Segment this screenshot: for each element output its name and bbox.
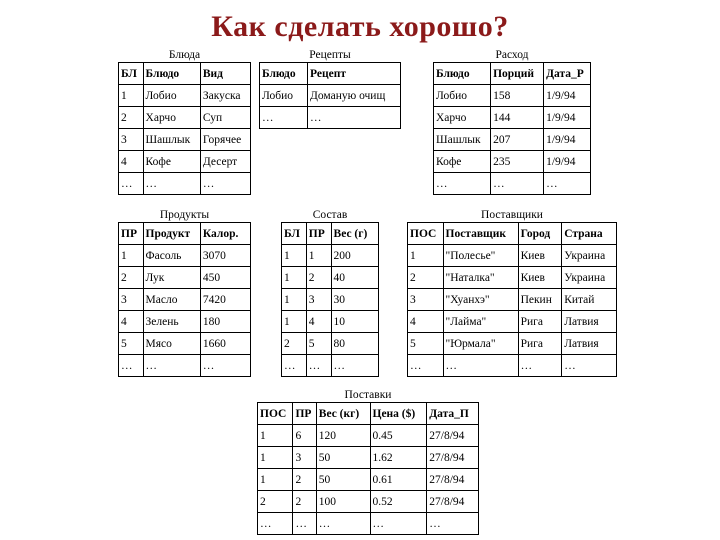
table-row xyxy=(282,245,379,267)
table-cell: 0.45 xyxy=(370,425,427,447)
table-row xyxy=(119,245,251,267)
table-cell: Фасоль xyxy=(143,245,200,267)
table-cell: Пекин xyxy=(518,289,562,311)
table-row xyxy=(119,355,251,377)
column-header: Блюдо xyxy=(260,63,308,85)
table-cell: … xyxy=(562,355,617,377)
table-cell: 100 xyxy=(316,491,370,513)
table-row xyxy=(408,289,617,311)
table-row xyxy=(434,107,591,129)
table-cell: 120 xyxy=(316,425,370,447)
column-header: Вид xyxy=(200,63,250,85)
table-cell: 3 xyxy=(408,289,444,311)
table-caption: Расход xyxy=(495,49,529,61)
column-header: ПР xyxy=(293,403,316,425)
table-cell: 6 xyxy=(293,425,316,447)
table-cell: 1.62 xyxy=(370,447,427,469)
table-cell: Украина xyxy=(562,267,617,289)
table-cell: 1 xyxy=(282,289,307,311)
table-row xyxy=(282,311,379,333)
table-cell: 40 xyxy=(331,267,378,289)
table-cell: 0.52 xyxy=(370,491,427,513)
table-cell: 207 xyxy=(491,129,544,151)
table-cell: … xyxy=(544,173,591,195)
table-header-row xyxy=(258,403,479,425)
table-cell: Десерт xyxy=(200,151,250,173)
table-cell: 27/8/94 xyxy=(427,447,479,469)
table-cell: Лобио xyxy=(143,85,200,107)
table-cell: 144 xyxy=(491,107,544,129)
table-caption: Поставщики xyxy=(481,209,543,221)
table-row xyxy=(119,289,251,311)
table-cell: … xyxy=(200,173,250,195)
table-cell: 7420 xyxy=(200,289,250,311)
table-cell: … xyxy=(258,513,293,535)
table-row xyxy=(119,333,251,355)
table-caption: Продукты xyxy=(159,209,210,221)
table-row xyxy=(282,289,379,311)
table-cell: 3 xyxy=(119,129,144,151)
table-cell: 158 xyxy=(491,85,544,107)
table-cell: … xyxy=(306,355,331,377)
table-row xyxy=(119,173,251,195)
table-cell: 2 xyxy=(282,333,307,355)
table-cell: Масло xyxy=(143,289,200,311)
dishes-table-block xyxy=(118,49,251,195)
table-cell: Китай xyxy=(562,289,617,311)
column-header: Дата_Р xyxy=(544,63,591,85)
table-cell: 1/9/94 xyxy=(544,151,591,173)
table-cell: … xyxy=(491,173,544,195)
table-cell: 5 xyxy=(306,333,331,355)
table-cell: 50 xyxy=(316,469,370,491)
table-row xyxy=(119,267,251,289)
table-cell: … xyxy=(200,355,250,377)
table-cell: … xyxy=(293,513,316,535)
table-cell: … xyxy=(331,355,378,377)
table-cell: Доманую очищ xyxy=(308,85,401,107)
table-cell: 1660 xyxy=(200,333,250,355)
table-cell: … xyxy=(308,107,401,129)
table-cell: 1/9/94 xyxy=(544,85,591,107)
table-cell: Шашлык xyxy=(143,129,200,151)
table-cell: … xyxy=(282,355,307,377)
table-row xyxy=(282,355,379,377)
column-header: Блюдо xyxy=(143,63,200,85)
table-cell: 27/8/94 xyxy=(427,425,479,447)
table-cell: 450 xyxy=(200,267,250,289)
table-caption: Состав xyxy=(312,209,348,221)
table-cell: Латвия xyxy=(562,311,617,333)
table-cell: … xyxy=(434,173,491,195)
table-cell: … xyxy=(119,355,144,377)
table-cell: 3 xyxy=(293,447,316,469)
table-row xyxy=(258,447,479,469)
column-header: ПР xyxy=(119,223,144,245)
table-cell: 4 xyxy=(408,311,444,333)
table-cell: Зелень xyxy=(143,311,200,333)
recipes-table-block xyxy=(259,49,401,129)
table-row xyxy=(282,333,379,355)
column-header: Порций xyxy=(491,63,544,85)
composition-table-block xyxy=(281,209,379,377)
table-cell: 1 xyxy=(282,311,307,333)
table-cell: 200 xyxy=(331,245,378,267)
table-header-row xyxy=(282,223,379,245)
table-cell: 3 xyxy=(119,289,144,311)
table-cell: … xyxy=(119,173,144,195)
table-row xyxy=(119,311,251,333)
table-cell: 4 xyxy=(306,311,331,333)
table-cell: 3 xyxy=(306,289,331,311)
table-cell: 235 xyxy=(491,151,544,173)
column-header: Поставщик xyxy=(443,223,518,245)
table-cell: Шашлык xyxy=(434,129,491,151)
table-cell: 180 xyxy=(200,311,250,333)
table-cell: Горячее xyxy=(200,129,250,151)
table-cell: Мясо xyxy=(143,333,200,355)
table-row xyxy=(408,355,617,377)
column-header: БЛ xyxy=(119,63,144,85)
column-header: Вес (г) xyxy=(331,223,378,245)
column-header: Город xyxy=(518,223,562,245)
table-cell: Харчо xyxy=(434,107,491,129)
table-row xyxy=(258,425,479,447)
expense-table-block xyxy=(433,49,591,195)
table-row xyxy=(434,85,591,107)
column-header: Страна xyxy=(562,223,617,245)
table-cell: 2 xyxy=(306,267,331,289)
table-cell: Лук xyxy=(143,267,200,289)
table-cell: 27/8/94 xyxy=(427,491,479,513)
table-row xyxy=(408,267,617,289)
table-cell: Закуска xyxy=(200,85,250,107)
table-cell: Киев xyxy=(518,267,562,289)
table-header-row xyxy=(119,223,251,245)
table-row xyxy=(260,107,401,129)
table-row xyxy=(258,513,479,535)
table-row xyxy=(258,469,479,491)
table-cell: Кофе xyxy=(143,151,200,173)
table-cell: 1 xyxy=(408,245,444,267)
table-cell: … xyxy=(518,355,562,377)
table-cell: … xyxy=(260,107,308,129)
page-title: Как сделать хорошо? xyxy=(211,10,509,43)
table-cell: 3070 xyxy=(200,245,250,267)
column-header: Блюдо xyxy=(434,63,491,85)
column-header: Продукт xyxy=(143,223,200,245)
table-cell: … xyxy=(143,173,200,195)
table-cell: "Хуанхэ" xyxy=(443,289,518,311)
table-header-row xyxy=(260,63,401,85)
table-cell: … xyxy=(316,513,370,535)
table-cell: … xyxy=(370,513,427,535)
table-header-row xyxy=(408,223,617,245)
table-cell: … xyxy=(427,513,479,535)
table-cell: 1/9/94 xyxy=(544,107,591,129)
table-row xyxy=(260,85,401,107)
table-cell: "Юрмала" xyxy=(443,333,518,355)
table-cell: 2 xyxy=(119,267,144,289)
table-row xyxy=(119,151,251,173)
table-row xyxy=(434,173,591,195)
table-cell: 5 xyxy=(119,333,144,355)
table-cell: Лобио xyxy=(260,85,308,107)
suppliers-table xyxy=(407,222,617,377)
table-cell: 1 xyxy=(306,245,331,267)
suppliers-table-block xyxy=(407,209,617,377)
deliveries-table-block xyxy=(257,389,479,535)
column-header: ПОС xyxy=(408,223,444,245)
table-cell: 2 xyxy=(293,469,316,491)
table-cell: "Полесье" xyxy=(443,245,518,267)
table-cell: 1 xyxy=(258,469,293,491)
table-row xyxy=(258,491,479,513)
table-cell: Киев xyxy=(518,245,562,267)
table-cell: Лобио xyxy=(434,85,491,107)
table-cell: 2 xyxy=(408,267,444,289)
expense-table xyxy=(433,62,591,195)
dishes-table xyxy=(118,62,251,195)
table-cell: … xyxy=(443,355,518,377)
column-header: ПР xyxy=(306,223,331,245)
table-cell: Харчо xyxy=(143,107,200,129)
table-cell: Латвия xyxy=(562,333,617,355)
table-row xyxy=(408,245,617,267)
table-cell: Рига xyxy=(518,333,562,355)
recipes-table xyxy=(259,62,401,129)
table-row xyxy=(282,267,379,289)
table-cell: Суп xyxy=(200,107,250,129)
table-cell: 80 xyxy=(331,333,378,355)
products-table xyxy=(118,222,251,377)
column-header: Калор. xyxy=(200,223,250,245)
table-cell: 1 xyxy=(119,245,144,267)
table-cell: 2 xyxy=(258,491,293,513)
table-cell: 4 xyxy=(119,151,144,173)
table-cell: 2 xyxy=(119,107,144,129)
table-cell: 4 xyxy=(119,311,144,333)
table-row xyxy=(119,107,251,129)
table-cell: … xyxy=(408,355,444,377)
table-cell: … xyxy=(143,355,200,377)
table-row xyxy=(434,151,591,173)
column-header: ПОС xyxy=(258,403,293,425)
table-row xyxy=(408,311,617,333)
table-cell: 1 xyxy=(282,267,307,289)
table-header-row xyxy=(119,63,251,85)
products-table-block xyxy=(118,209,251,377)
table-cell: 10 xyxy=(331,311,378,333)
table-caption: Поставки xyxy=(344,389,392,401)
table-cell: 5 xyxy=(408,333,444,355)
table-cell: Кофе xyxy=(434,151,491,173)
table-header-row xyxy=(434,63,591,85)
table-caption: Блюда xyxy=(168,49,201,61)
table-cell: 1/9/94 xyxy=(544,129,591,151)
table-cell: 0.61 xyxy=(370,469,427,491)
table-cell: 50 xyxy=(316,447,370,469)
table-row xyxy=(119,129,251,151)
column-header: БЛ xyxy=(282,223,307,245)
table-cell: Украина xyxy=(562,245,617,267)
table-cell: Рига xyxy=(518,311,562,333)
table-row xyxy=(408,333,617,355)
column-header: Вес (кг) xyxy=(316,403,370,425)
table-cell: 27/8/94 xyxy=(427,469,479,491)
table-cell: 1 xyxy=(282,245,307,267)
deliveries-table xyxy=(257,402,479,535)
table-caption: Рецепты xyxy=(309,49,351,61)
table-cell: "Лайма" xyxy=(443,311,518,333)
table-cell: 1 xyxy=(119,85,144,107)
column-header: Рецепт xyxy=(308,63,401,85)
composition-table xyxy=(281,222,379,377)
column-header: Дата_П xyxy=(427,403,479,425)
table-row xyxy=(434,129,591,151)
table-cell: 2 xyxy=(293,491,316,513)
table-cell: 1 xyxy=(258,447,293,469)
table-cell: 30 xyxy=(331,289,378,311)
table-cell: "Наталка" xyxy=(443,267,518,289)
table-row xyxy=(119,85,251,107)
column-header: Цена ($) xyxy=(370,403,427,425)
table-cell: 1 xyxy=(258,425,293,447)
